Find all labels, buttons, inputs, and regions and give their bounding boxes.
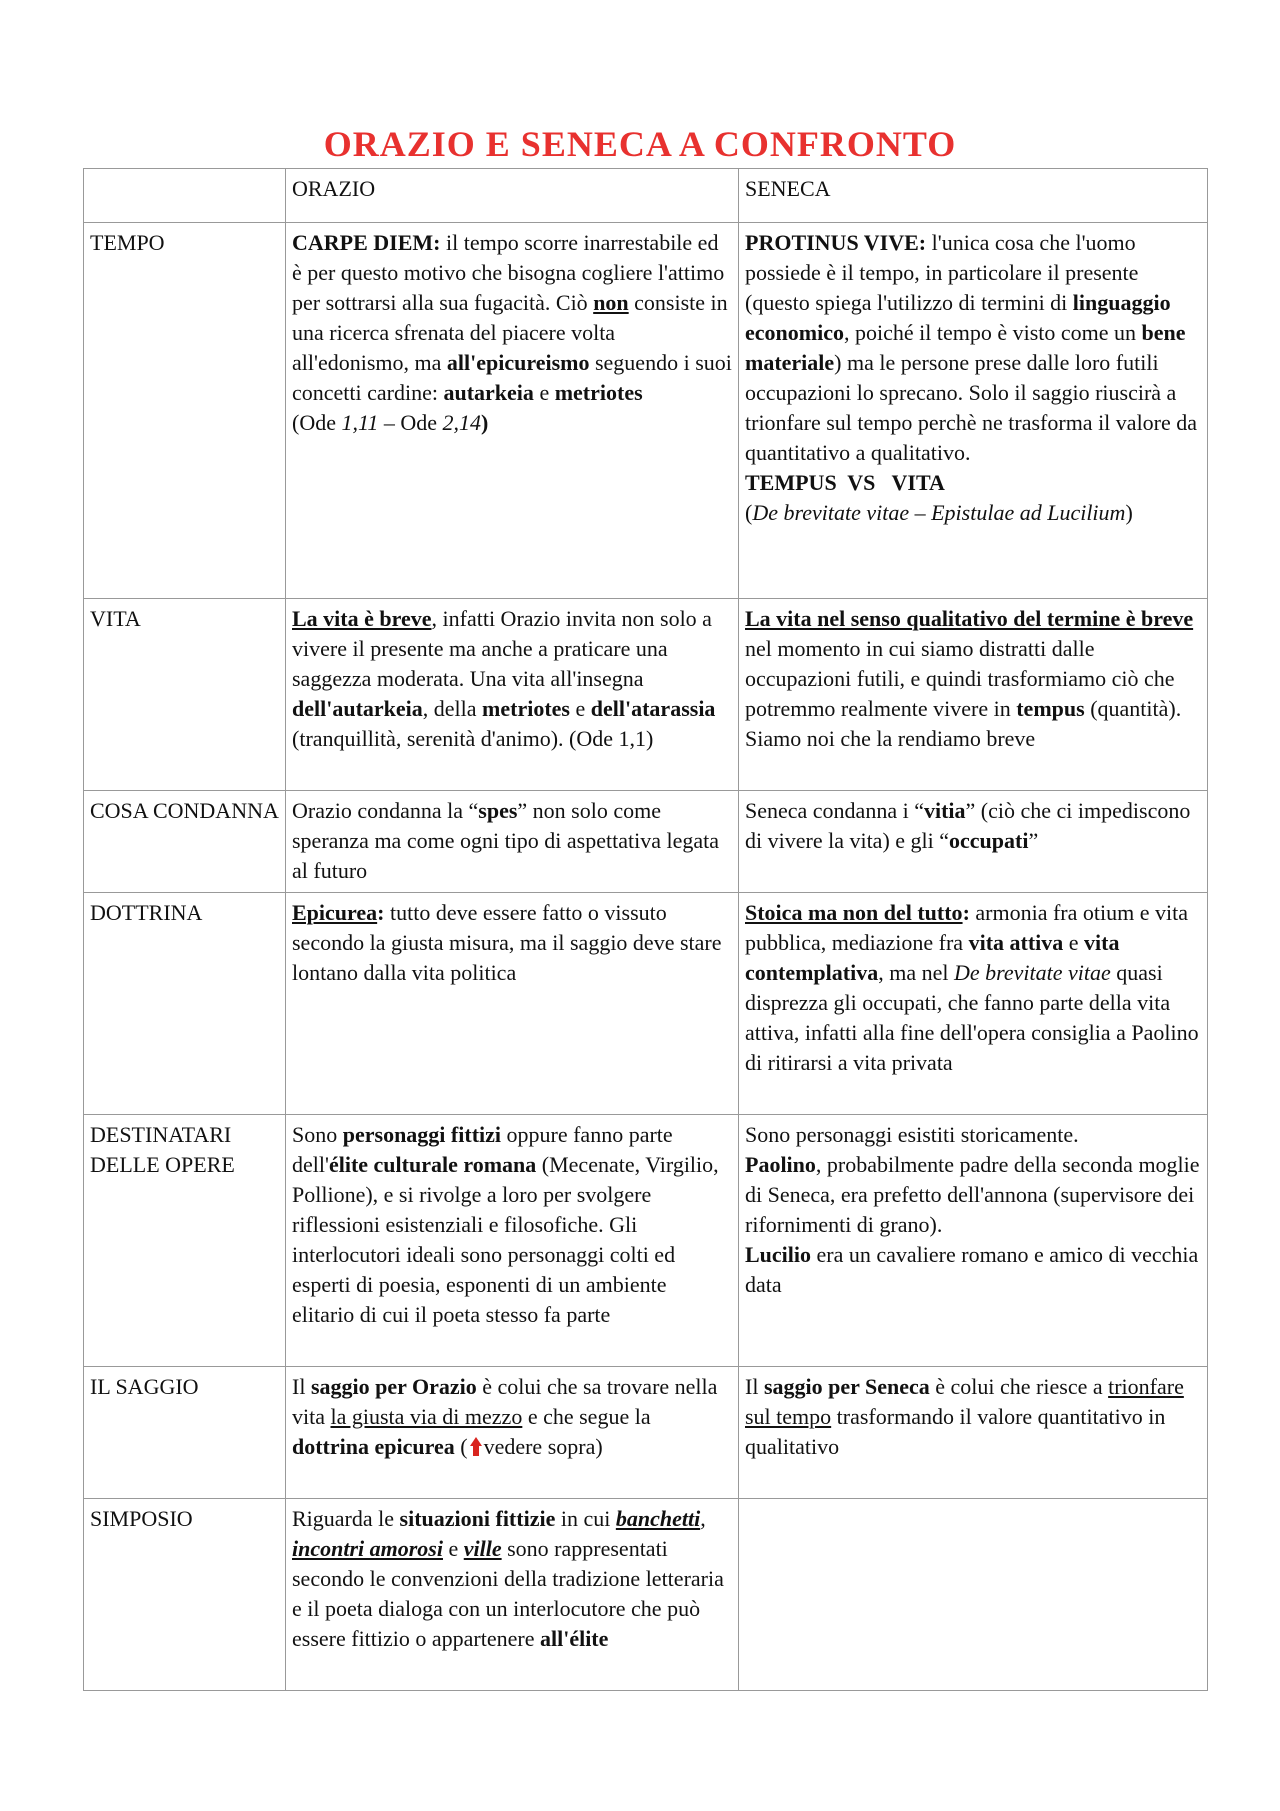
comparison-table [83, 168, 1208, 1691]
cell-vita-seneca: La vita nel senso qualitativo del termine è breve nel momento in cui siamo distratti dalle occupazioni futili, e quindi trasformiamo ciò che potremmo realmente vivere in tempus (quantità). Siamo noi che la rendiamo breve [739, 599, 1208, 791]
row-label-simposio: SIMPOSIO [84, 1499, 286, 1691]
row-label-tempo: TEMPO [84, 223, 286, 599]
cell-simposio-seneca-empty [739, 1499, 1208, 1691]
header-row [84, 169, 1208, 223]
row-label-dottrina: DOTTRINA [84, 893, 286, 1115]
cell-destinatari-seneca: Sono personaggi esistiti storicamente. Paolino, probabilmente padre della seconda moglie di Seneca, era prefetto dell'annona (supervisore dei rifornimenti di grano). Lucilio era un cavaliere romano e amico di vecchia data [739, 1115, 1208, 1367]
row-label-il-saggio: IL SAGGIO [84, 1367, 286, 1499]
table-row-dottrina [84, 893, 1208, 1115]
cell-dottrina-orazio: Epicurea: tutto deve essere fatto o vissuto secondo la giusta misura, ma il saggio deve stare lontano dalla vita politica [286, 893, 739, 1115]
up-arrow-icon [470, 1437, 482, 1457]
column-header-seneca: SENECA [739, 169, 1208, 223]
cell-saggio-seneca: Il saggio per Seneca è colui che riesce a trionfare sul tempo trasformando il valore quantitativo in qualitativo [739, 1367, 1208, 1499]
column-header-orazio: ORAZIO [286, 169, 739, 223]
table-row-destinatari [84, 1115, 1208, 1367]
table-row-condanna [84, 791, 1208, 893]
table-row-tempo [84, 223, 1208, 599]
row-label-destinatari: DESTINATARI DELLE OPERE [84, 1115, 286, 1367]
table-row-simposio [84, 1499, 1208, 1691]
row-label-vita: VITA [84, 599, 286, 791]
cell-tempo-seneca: PROTINUS VIVE: l'unica cosa che l'uomo possiede è il tempo, in particolare il presente (questo spiega l'utilizzo di termini di linguaggio economico, poiché il tempo è visto come un bene materiale) ma le persone prese dalle loro futili occupazioni lo sprecano. Solo il saggio riuscirà a trionfare sul tempo perchè ne trasforma il valore da quantitativo a qualitativo. TEMPUS VS VITA (De brevitate vitae – Epistulae ad Lucilium) [739, 223, 1208, 599]
cell-saggio-orazio: Il saggio per Orazio è colui che sa trovare nella vita la giusta via di mezzo e che segue la dottrina epicurea ( vedere sopra) [286, 1367, 739, 1499]
cell-destinatari-orazio: Sono personaggi fittizi oppure fanno parte dell'élite culturale romana (Mecenate, Virgilio, Pollione), e si rivolge a loro per svolgere riflessioni esistenziali e filosofiche. Gli interlocutori ideali sono personaggi colti ed esperti di poesia, esponenti di un ambiente elitario di cui il poeta stesso fa parte [286, 1115, 739, 1367]
cell-condanna-seneca: Seneca condanna i “vitia” (ciò che ci impediscono di vivere la vita) e gli “occupati” [739, 791, 1208, 893]
cell-tempo-orazio: CARPE DIEM: il tempo scorre inarrestabile ed è per questo motivo che bisogna cogliere l'attimo per sottrarsi alla sua fugacità. Ciò non consiste in una ricerca sfrenata del piacere volta all'edonismo, ma all'epicureismo seguendo i suoi concetti cardine: autarkeia e metriotes (Ode 1,11 – Ode 2,14) [286, 223, 739, 599]
row-label-cosa-condanna: COSA CONDANNA [84, 791, 286, 893]
table-row-vita [84, 599, 1208, 791]
cell-dottrina-seneca: Stoica ma non del tutto: armonia fra otium e vita pubblica, mediazione fra vita attiva e vita contemplativa, ma nel De brevitate vitae quasi disprezza gli occupati, che fanno parte della vita attiva, infatti alla fine dell'opera consiglia a Paolino di ritirarsi a vita privata [739, 893, 1208, 1115]
page-title: ORAZIO E SENECA A CONFRONTO [323, 124, 957, 164]
cell-condanna-orazio: Orazio condanna la “spes” non solo come speranza ma come ogni tipo di aspettativa legata al futuro [286, 791, 739, 893]
empty-corner-cell [84, 169, 286, 223]
table-row-saggio [84, 1367, 1208, 1499]
cell-simposio-orazio: Riguarda le situazioni fittizie in cui banchetti, incontri amorosi e ville sono rappresentati secondo le convenzioni della tradizione letteraria e il poeta dialoga con un interlocutore che può essere fittizio o appartenere all'élite [286, 1499, 739, 1691]
cell-vita-orazio: La vita è breve, infatti Orazio invita non solo a vivere il presente ma anche a praticare una saggezza moderata. Una vita all'insegna dell'autarkeia, della metriotes e dell'atarassia (tranquillità, serenità d'animo). (Ode 1,1) [286, 599, 739, 791]
